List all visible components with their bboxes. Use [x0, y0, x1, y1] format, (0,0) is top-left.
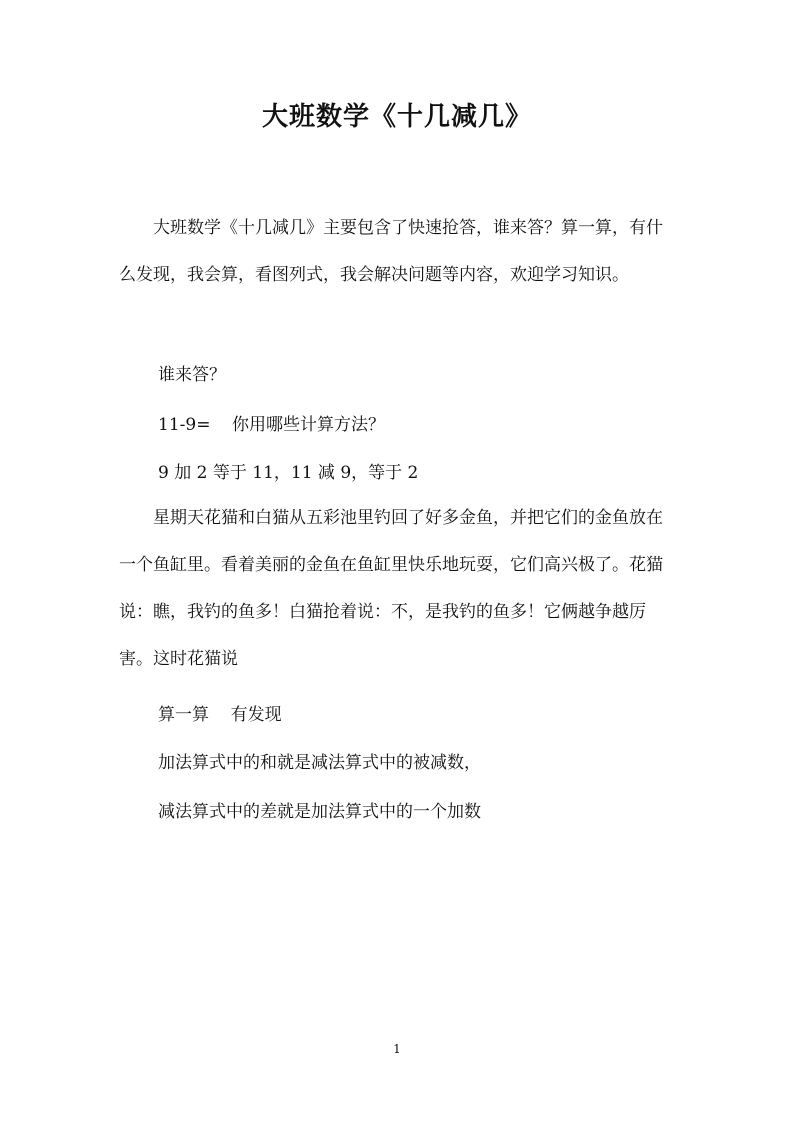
- document-title: 大班数学《十几减几》: [261, 102, 532, 132]
- finding-line-1: 加法算式中的和就是减法算式中的被减数，: [158, 753, 481, 773]
- finding-line-2: 减法算式中的差就是加法算式中的一个加数: [158, 802, 481, 822]
- intro-paragraph: 大班数学《十几减几》主要包含了快速抢答，谁来答？算一算，有什么发现，我会算，看图列式，我会解决问题等内容，欢迎学习知识。: [119, 218, 663, 285]
- who-answers-line: 谁来答？: [158, 365, 226, 385]
- question-line: 11-9= 你用哪些计算方法？: [158, 415, 386, 435]
- story-paragraph: 星期天花猫和白猫从五彩池里钓回了好多金鱼，并把它们的金鱼放在一个鱼缸里。看着美丽的金鱼在鱼缸里快乐地玩耍，它们高兴极了。花猫说：瞧，我钓的鱼多！白猫抢着说：不，是我钓的鱼多！它俩越争越厉害。这时花猫说: [119, 508, 663, 669]
- calc-heading-line: 算一算 有发现: [158, 705, 282, 725]
- method-line: 9 加 2 等于 11，11 减 9，等于 2: [158, 463, 419, 483]
- page-number: 1: [393, 1042, 401, 1056]
